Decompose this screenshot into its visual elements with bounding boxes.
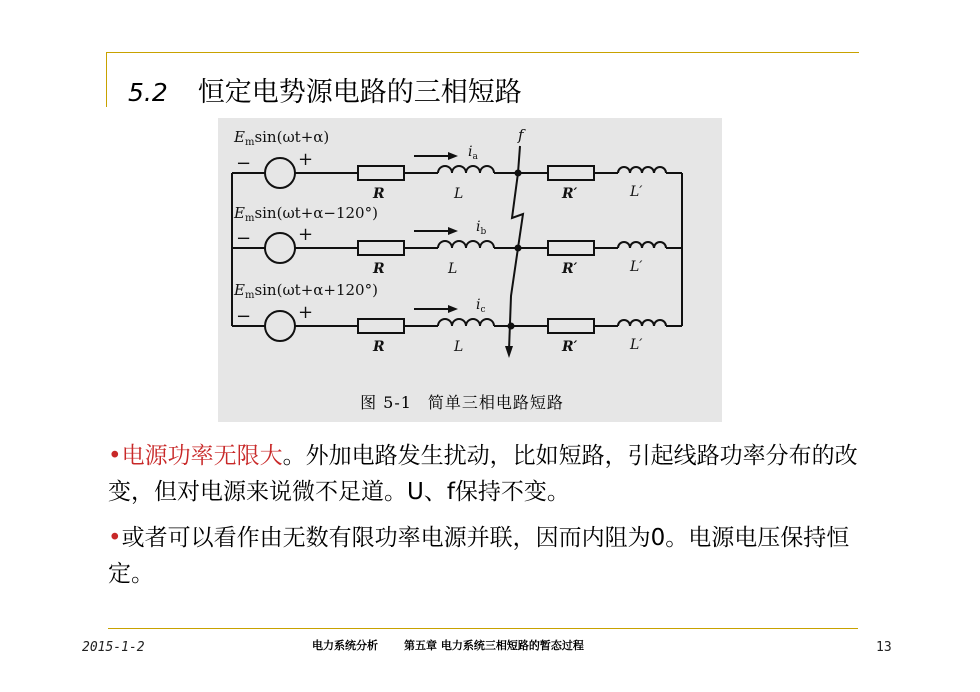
inductor-prime-b-icon: [618, 242, 666, 248]
label-r-c: R: [373, 339, 385, 355]
inductor-prime-a-icon: [618, 167, 666, 173]
fault-node-a-icon: [515, 170, 522, 177]
inductor-a-icon: [438, 166, 494, 173]
label-r-b: R: [373, 261, 385, 277]
current-label-b: $i_b$: [476, 219, 487, 237]
current-label-a: $i_a$: [468, 144, 478, 162]
fault-arrowhead-icon: [505, 346, 513, 358]
bullet-1: •: [108, 443, 122, 469]
label-lprime-a: L′: [630, 184, 643, 200]
label-lprime-c: L′: [630, 337, 643, 353]
paragraph-2-text: 或者可以看作由无数有限功率电源并联，因而内阻为0。电源电压保持恒定。: [108, 525, 850, 587]
source-c-icon: [265, 311, 295, 341]
caption-text: 简单三相电路短路: [427, 393, 564, 412]
inductor-prime-c-icon: [618, 320, 666, 326]
footer-chapter: 第五章 电力系统三相短路的暂态过程: [404, 639, 584, 652]
footer-divider: [108, 628, 858, 629]
page-number: 13: [876, 640, 892, 655]
footer-date: 2015-1-2: [82, 640, 145, 655]
resistor-prime-b-icon: [548, 241, 594, 255]
source-a-icon: [265, 158, 295, 188]
label-l-a: L: [454, 186, 464, 202]
resistor-c-icon: [358, 319, 404, 333]
label-l-c: L: [454, 339, 464, 355]
emf-label-c: $E_m\sin(\omega t+\alpha+120^\circ)$: [234, 281, 378, 301]
paragraph-1: [108, 438, 868, 510]
title-text: 恒定电势源电路的三相短路: [197, 77, 522, 108]
plus-sign-a: +: [298, 149, 314, 170]
caption-number: 图 5-1: [360, 393, 412, 412]
label-l-b: L: [448, 261, 458, 277]
label-lprime-b: L′: [630, 259, 643, 275]
fault-node-c-icon: [508, 323, 515, 330]
current-label-c: $i_c$: [476, 297, 486, 315]
fault-node-b-icon: [515, 245, 522, 252]
figure-caption: [218, 390, 722, 413]
section-number: 5.2: [128, 78, 168, 107]
label-rprime-b: R′: [562, 261, 578, 277]
body-text: [108, 438, 868, 602]
bullet-2: •: [108, 525, 122, 551]
resistor-a-icon: [358, 166, 404, 180]
resistor-prime-c-icon: [548, 319, 594, 333]
paragraph-1-text: 。外加电路发生扰动，比如短路，引起线路功率分布的改变，但对电源来说微不足道。U、f保持不变。: [108, 443, 858, 505]
plus-sign-b: +: [298, 224, 314, 245]
minus-sign-b: −: [236, 228, 252, 249]
label-rprime-c: R′: [562, 339, 578, 355]
slide-title: [128, 70, 522, 109]
footer-course-title: [312, 637, 584, 653]
fault-label: f: [518, 126, 524, 144]
label-r-a: R: [373, 186, 385, 202]
inductor-c-icon: [438, 319, 494, 326]
plus-sign-c: +: [298, 302, 314, 323]
paragraph-2: [108, 520, 868, 592]
inductor-b-icon: [438, 241, 494, 248]
emf-label-b: $E_m\sin(\omega t+\alpha-120^\circ)$: [234, 204, 378, 224]
circuit-figure: [218, 118, 722, 422]
label-rprime-a: R′: [562, 186, 578, 202]
minus-sign-c: −: [236, 306, 252, 327]
circuit-diagram: [218, 118, 722, 422]
resistor-prime-a-icon: [548, 166, 594, 180]
minus-sign-a: −: [236, 153, 252, 174]
source-b-icon: [265, 233, 295, 263]
highlight-text: 电源功率无限大: [121, 443, 283, 469]
resistor-b-icon: [358, 241, 404, 255]
emf-label-a: $E_m\sin(\omega t+\alpha)$: [234, 128, 330, 148]
footer-course: 电力系统分析: [312, 639, 378, 652]
